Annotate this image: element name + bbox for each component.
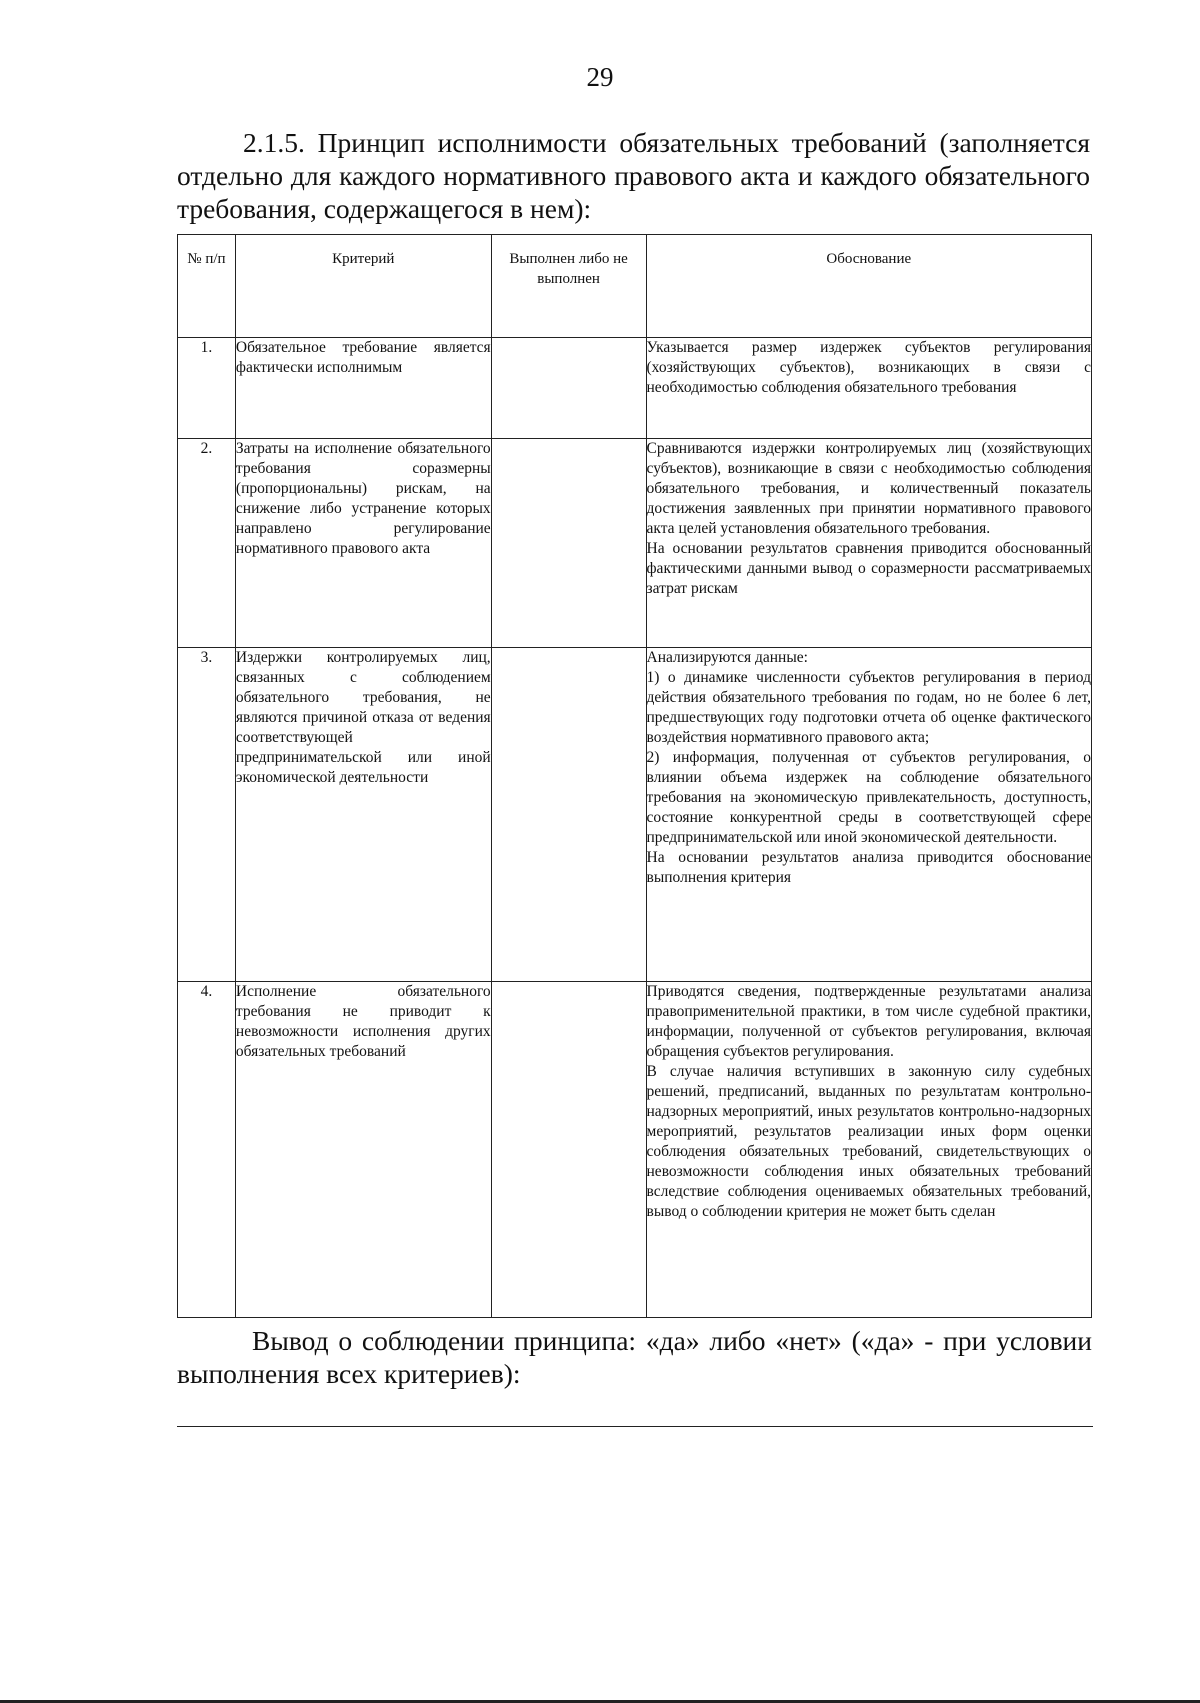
justification-paragraph: 2) информация, полученная от субъектов регулирования, о влиянии объема издержек на соблюдение обязательного требования на экономическую привлекательность, доступность, состояние конкурентной среды в соответствующей сфере предпринимательской или иной экономической деятельности. xyxy=(646,749,1091,846)
row-status xyxy=(491,338,646,439)
justification-paragraph: На основании результатов анализа приводится обоснование выполнения критерия xyxy=(646,849,1091,886)
table-row xyxy=(178,648,1092,982)
justification-paragraph: Приводятся сведения, подтвержденные результатами анализа правоприменительной практики, в том числе судебной практики, информации, полученной от субъектов регулирования, включая обращения субъектов регулирования. xyxy=(646,983,1091,1060)
row-number: 4. xyxy=(178,982,236,1318)
row-justification xyxy=(646,439,1091,648)
answer-line[interactable] xyxy=(177,1426,1093,1427)
header-criterion: Критерий xyxy=(235,235,491,338)
table-row xyxy=(178,982,1092,1318)
justification-paragraph: Анализируются данные: xyxy=(646,649,808,666)
row-number: 2. xyxy=(178,439,236,648)
row-criterion: Обязательное требование является фактически исполнимым xyxy=(235,338,491,439)
row-criterion: Издержки контролируемых лиц, связанных с соблюдением обязательного требования, не являются причиной отказа от ведения соответствующей предпринимательской или иной экономической деятельности xyxy=(235,648,491,982)
table-header-row xyxy=(178,235,1092,338)
justification-paragraph: Указывается размер издержек субъектов регулирования (хозяйствующих субъектов), возникающих в связи с необходимостью соблюдения обязательного требования xyxy=(646,339,1091,396)
row-criterion: Исполнение обязательного требования не приводит к невозможности исполнения других обязательных требований xyxy=(235,982,491,1318)
row-criterion: Затраты на исполнение обязательного требования соразмерны (пропорциональны) рискам, на снижение либо устранение которых направлено регулирование нормативного правового акта xyxy=(235,439,491,648)
page-number: 29 xyxy=(586,62,614,92)
row-number: 3. xyxy=(178,648,236,982)
criteria-table xyxy=(177,234,1092,1318)
justification-paragraph: Сравниваются издержки контролируемых лиц (хозяйствующих субъектов), возникающие в связи с необходимостью соблюдения обязательного требования, и количественный показатель достижения заявленных при принятии нормативного правового акта целей установления обязательного требования. xyxy=(646,440,1091,537)
header-number: № п/п xyxy=(178,235,236,338)
row-number: 1. xyxy=(178,338,236,439)
justification-paragraph: На основании результатов сравнения приводится обоснованный фактическими данными вывод о соразмерности рассматриваемых затрат рискам xyxy=(646,540,1091,597)
header-status: Выполнен либо не выполнен xyxy=(491,235,646,338)
row-justification xyxy=(646,982,1091,1318)
table-row xyxy=(178,338,1092,439)
row-justification xyxy=(646,648,1091,982)
row-status xyxy=(491,648,646,982)
row-status xyxy=(491,982,646,1318)
row-status xyxy=(491,439,646,648)
justification-paragraph: В случае наличия вступивших в законную силу судебных решений, предписаний, выданных по результатам контрольно-надзорных мероприятий, иных результатов контрольно-надзорных мероприятий, результатов реализации иных форм оценки соблюдения обязательных требований, свидетельствующих о невозможности соблюдения иных обязательных требований вследствие соблюдения оцениваемых обязательных требований, вывод о соблюдении критерия не может быть сделан xyxy=(646,1063,1091,1220)
conclusion-text: Вывод о соблюдении принципа: «да» либо «нет» («да» - при условии выполнения всех критериев): xyxy=(177,1325,1092,1389)
row-justification xyxy=(646,338,1091,439)
header-justification: Обоснование xyxy=(646,235,1091,338)
table-row xyxy=(178,439,1092,648)
justification-paragraph: 1) о динамике численности субъектов регулирования в период действия обязательного требования по годам, но не более 6 лет, предшествующих году подготовки отчета об оценке фактического воздействия нормативного правового акта; xyxy=(646,669,1091,746)
section-heading: 2.1.5. Принцип исполнимости обязательных требований (заполняется отдельно для каждого нормативного правового акта и каждого обязательного требования, содержащегося в нем): xyxy=(177,127,1090,224)
